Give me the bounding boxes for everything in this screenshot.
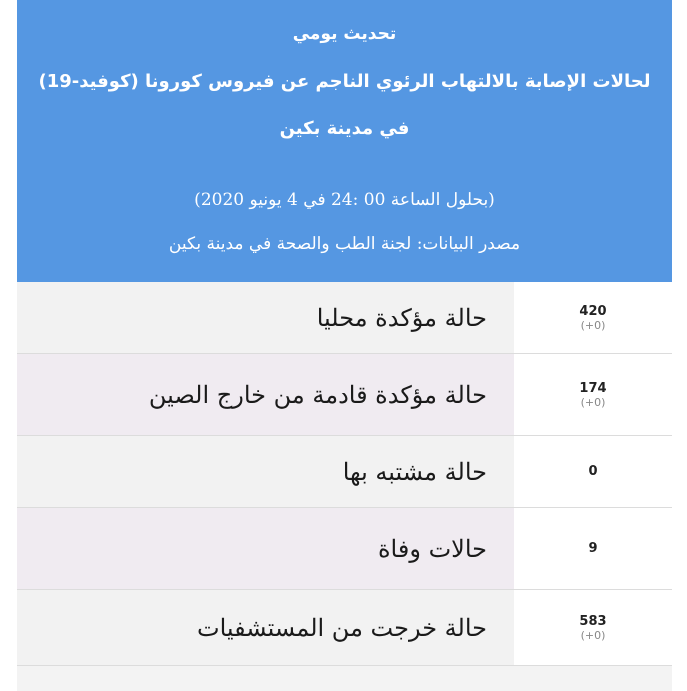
header-subtitle: لحالات الإصابة بالالتهاب الرئوي الناجم عن فيروس كورونا (كوفيد-19) [38,71,651,92]
stat-row-deaths [17,508,672,590]
stat-count: 174 [579,380,607,396]
stat-count: 583 [579,613,607,629]
update-time-note: (بحلول الساعة 00 :24 في 4 يونيو 2020) [194,190,495,210]
header-title: تحديث يومي [292,24,397,44]
stat-count: 0 [588,464,598,479]
stat-count: 420 [579,303,607,319]
stat-label: حالة خرجت من المستشفيات [196,613,487,642]
stat-delta: (+0) [580,395,606,409]
stat-label: حالات وفاة [377,534,487,563]
stat-row-discharged [17,590,672,666]
stat-value-cell [514,436,672,507]
stat-value-cell [514,354,672,435]
stat-value-cell [514,282,672,353]
stat-count: 9 [588,541,598,556]
stat-delta: (+0) [580,628,606,642]
stat-label: حالة مشتبه بها [342,457,487,486]
stat-value-cell [514,590,672,665]
stat-row-local-confirmed [17,282,672,354]
header-city: في مدينة بكين [279,118,410,139]
stat-label: حالة مؤكدة محليا [316,303,487,332]
stat-row-imported-confirmed [17,354,672,436]
stat-row-suspected [17,436,672,508]
data-source-note: مصدر البيانات: لجنة الطب والصحة في مدينة بكين [168,234,521,254]
stat-value-cell [514,508,672,589]
stat-delta: (+0) [580,318,606,332]
stats-table [17,282,672,666]
stat-label: حالة مؤكدة قادمة من خارج الصين [148,380,487,409]
header-banner [17,0,672,282]
